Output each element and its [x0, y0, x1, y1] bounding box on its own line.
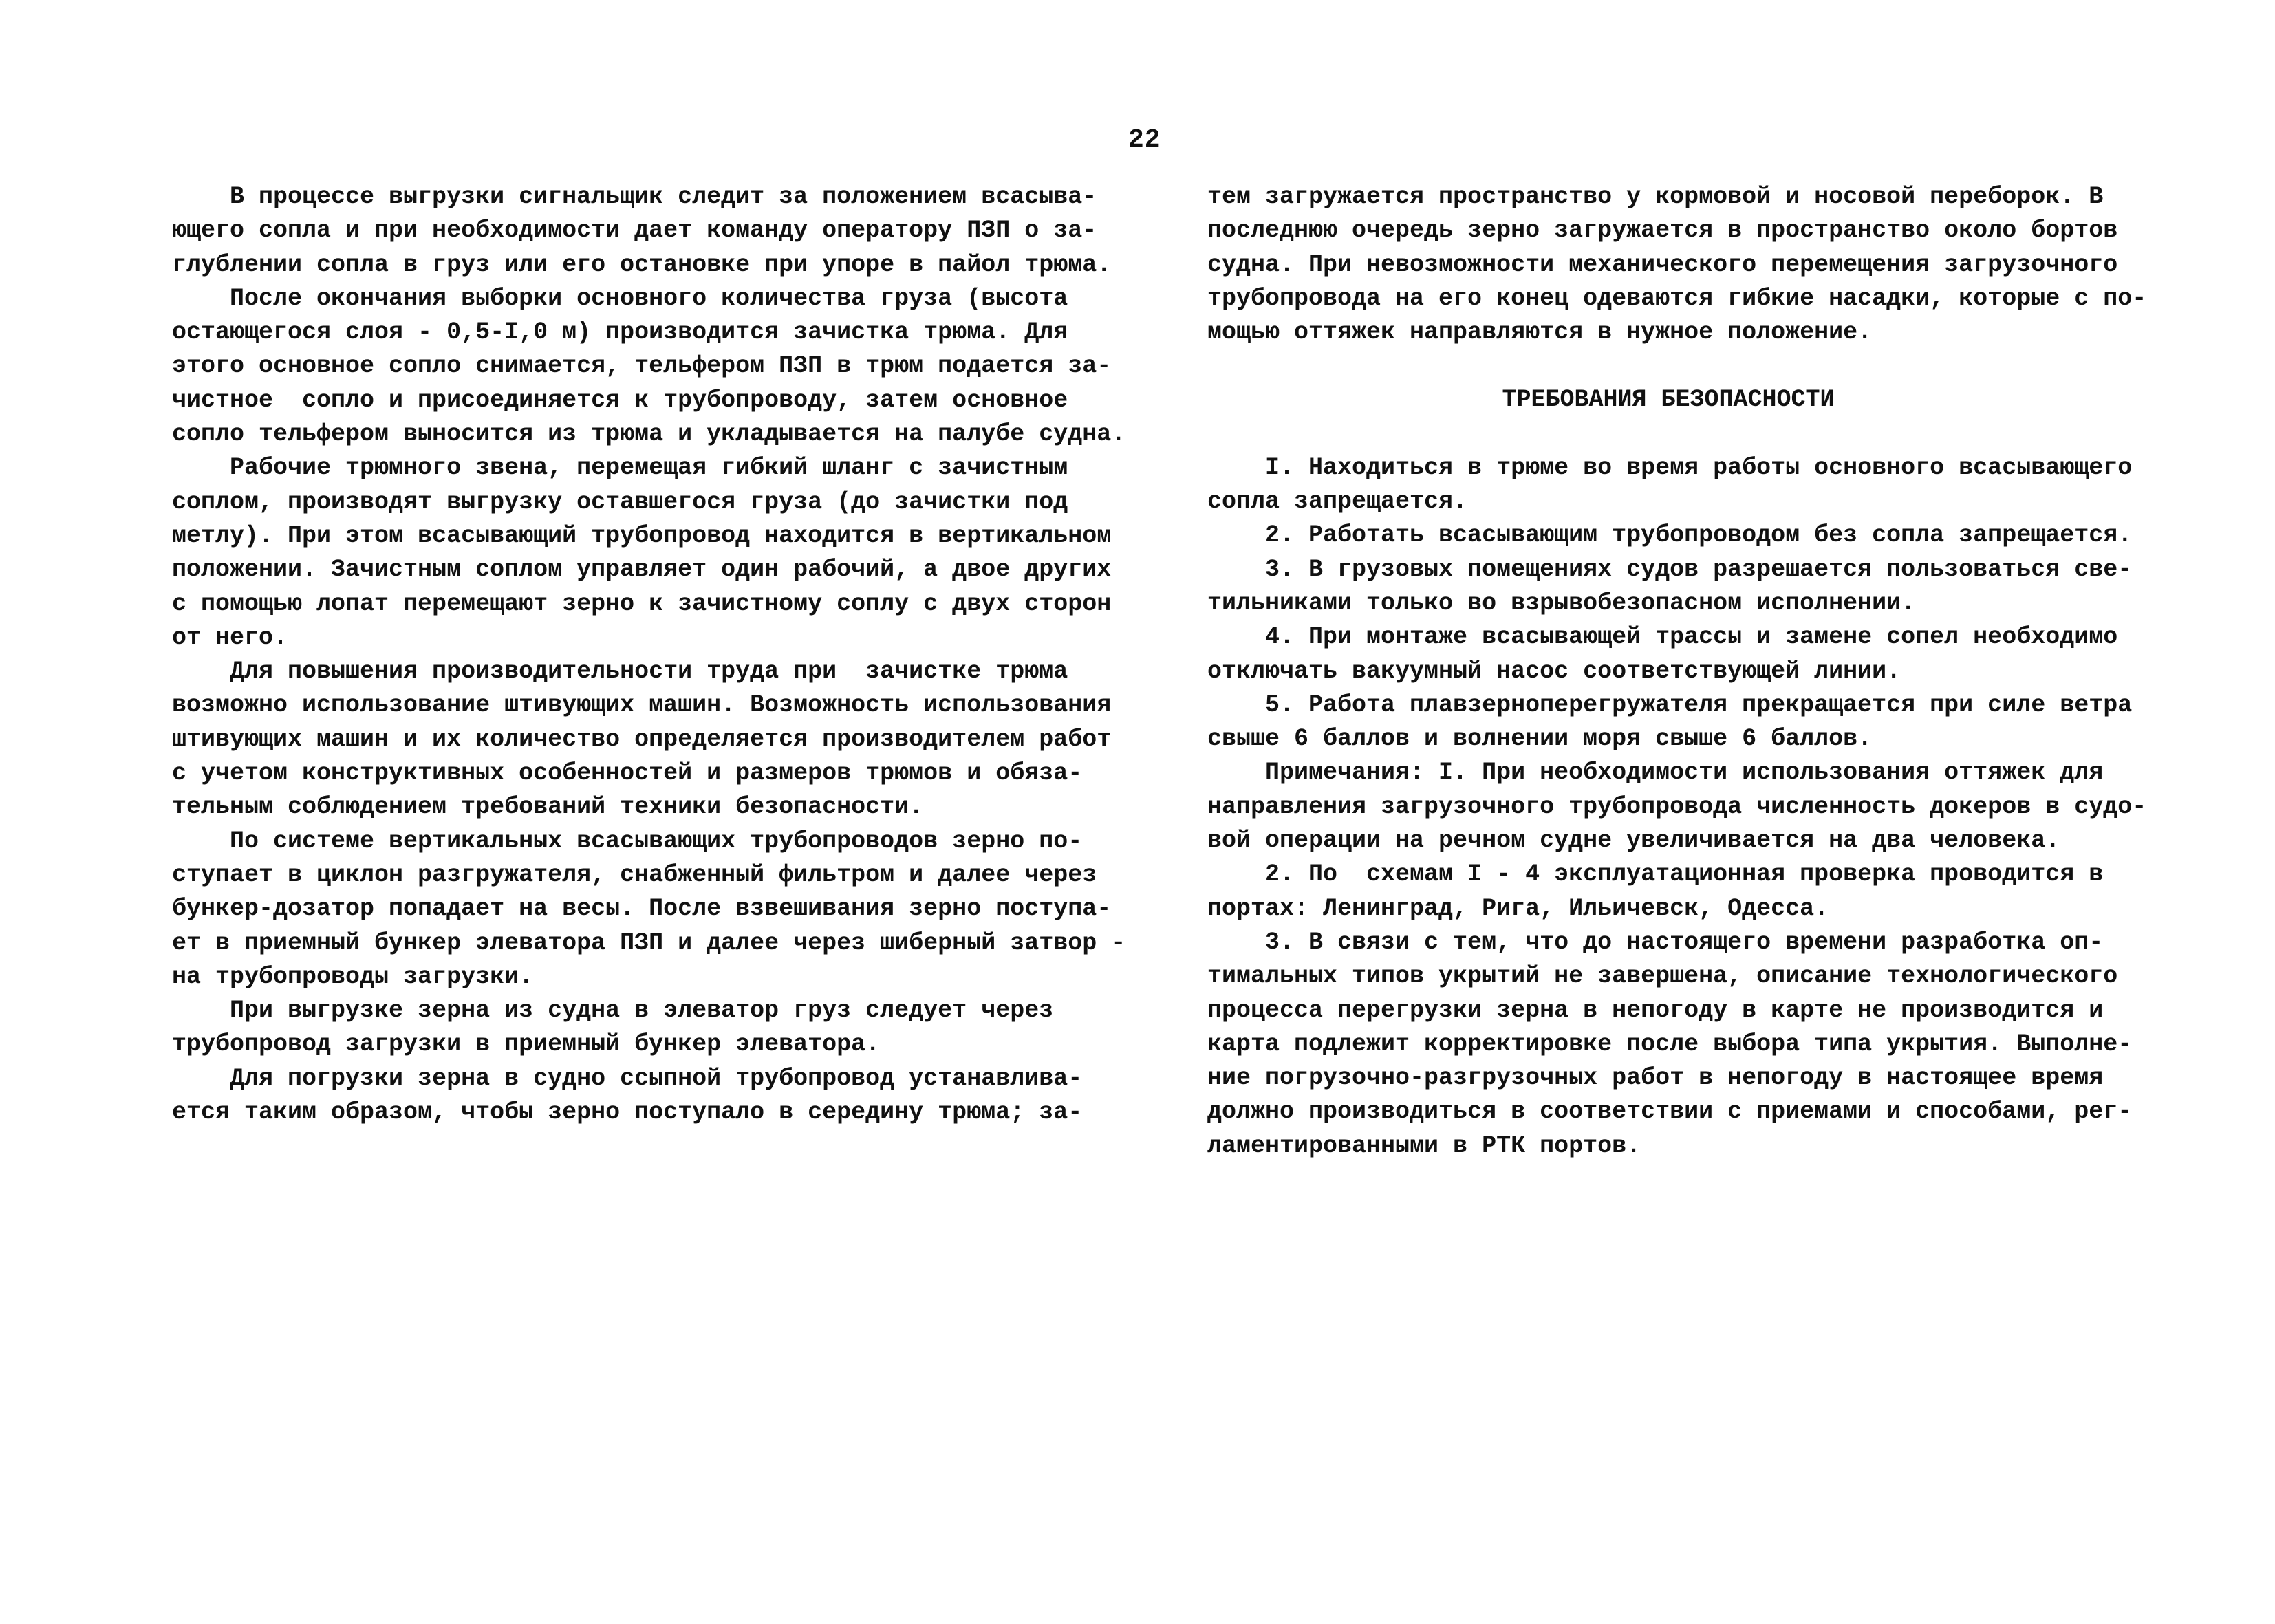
text-line: карта подлежит корректировке после выбора типа укрытия. Выполне- [1207, 1030, 2133, 1058]
text-line: направления загрузочного трубопровода численность докеров в судо- [1207, 792, 2147, 821]
text-line: бункер-дозатор попадает на весы. После взвешивания зерно поступа- [172, 895, 1112, 923]
text-line: ющего сопла и при необходимости дает команду оператору ПЗП о за- [172, 217, 1097, 245]
text-line: тельным соблюдением требований техники безопасности. [172, 793, 924, 821]
section-heading: ТРЕБОВАНИЯ БЕЗОПАСНОСТИ [1502, 386, 1835, 414]
text-line: ется таким образом, чтобы зерно поступало в середину трюма; за- [172, 1098, 1083, 1127]
text-line: По системе вертикальных всасывающих трубопроводов зерно по- [172, 827, 1083, 855]
text-line: 3. В грузовых помещениях судов разрешается пользоваться све- [1207, 555, 2133, 583]
text-line: остающегося слоя - 0,5-I,0 м) производится зачистка трюма. Для [172, 318, 1068, 347]
text-line: штивующих машин и их количество определяется производителем работ [172, 725, 1112, 753]
text-line: положении. Зачистным соплом управляет один рабочий, а двое других [172, 556, 1112, 584]
text-line: мощью оттяжек направляются в нужное положение. [1207, 318, 1873, 347]
text-line: на трубопроводы загрузки. [172, 962, 534, 990]
text-line: глублении сопла в груз или его остановке при упоре в пайол трюма. [172, 250, 1112, 279]
text-line: После окончания выборки основного количества груза (высота [172, 284, 1068, 312]
text-line: Для погрузки зерна в судно ссыпной трубопровод устанавлива- [172, 1064, 1083, 1092]
page-number: 22 [1128, 125, 1161, 155]
text-line: сопло тельфером выносится из трюма и укладывается на палубе судна. [172, 420, 1126, 448]
text-line: тимальных типов укрытий не завершена, описание технологического [1207, 962, 2118, 990]
text-line: метлу). При этом всасывающий трубопровод находится в вертикальном [172, 521, 1112, 550]
text-line: тем загружается пространство у кормовой и носовой переборок. В [1207, 183, 2104, 210]
text-line: Для повышения производительности труда при зачистке трюма [172, 658, 1068, 686]
text-line: вой операции на речном судне увеличивается на два человека. [1207, 827, 2060, 855]
text-line: отключать вакуумный насос соответствующей линии. [1207, 657, 1901, 685]
text-line: сопла запрещается. [1207, 488, 1468, 516]
text-line: 2. По схемам I - 4 эксплуатационная проверка проводится в [1207, 860, 2104, 889]
text-line: тильниками только во взрывобезопасном исполнении. [1207, 589, 1916, 617]
text-line: 2. Работать всасывающим трубопроводом без сопла запрещается. [1207, 521, 2133, 550]
text-line: 3. В связи с тем, что до настоящего времени разработка оп- [1207, 928, 2104, 956]
text-line: При выгрузке зерна из судна в элеватор груз следует через [172, 997, 1054, 1025]
text-line: с помощью лопат перемещают зерно к зачистному соплу с двух сторон [172, 589, 1112, 618]
text-line: ламентированными в РТК портов. [1207, 1132, 1641, 1160]
text-line: чистное сопло и присоединяется к трубопроводу, затем основное [172, 386, 1068, 414]
text-line: Примечания: I. При необходимости использования оттяжек для [1207, 759, 2104, 787]
text-line: ступает в циклон разгружателя, снабженный фильтром и далее через [172, 860, 1097, 889]
text-line: Рабочие трюмного звена, перемещая гибкий шланг с зачистным [172, 454, 1068, 482]
text-line: портах: Ленинград, Рига, Ильичевск, Одесса. [1207, 894, 1829, 922]
text-line: процесса перегрузки зерна в непогоду в карте не производится и [1207, 996, 2104, 1024]
text-line: соплом, производят выгрузку оставшегося груза (до зачистки под [172, 488, 1068, 516]
text-line: трубопровод загрузки в приемный бункер элеватора. [172, 1030, 881, 1059]
text-line: трубопровода на его конец одеваются гибкие насадки, которые с по- [1207, 284, 2147, 312]
right-column [1207, 180, 2147, 1163]
text-line: ет в приемный бункер элеватора ПЗП и далее через шиберный затвор - [172, 929, 1126, 957]
text-line: I. Находиться в трюме во время работы основного всасывающего [1207, 453, 2133, 481]
text-line: 5. Работа плавзерноперегружателя прекращается при силе ветра [1207, 691, 2133, 719]
text-line: судна. При невозможности механического перемещения загрузочного [1207, 250, 2118, 279]
text-line: 4. При монтаже всасывающей трассы и замене сопел необходимо [1207, 623, 2118, 651]
text-line: должно производиться в соответствии с приемами и способами, рег- [1207, 1098, 2133, 1126]
text-line: этого основное сопло снимается, тельфером ПЗП в трюм подается за- [172, 352, 1112, 380]
text-line: с учетом конструктивных особенностей и размеров трюмов и обяза- [172, 759, 1083, 788]
text-line: ние погрузочно-разгрузочных работ в непогоду в настоящее время [1207, 1064, 2104, 1092]
text-line: В процессе выгрузки сигнальщик следит за положением всасыва- [172, 183, 1097, 210]
text-line: свыше 6 баллов и волнении моря свыше 6 баллов. [1207, 725, 1873, 753]
text-line: последнюю очередь зерно загружается в пространство около бортов [1207, 217, 2118, 245]
left-column [172, 180, 1126, 1129]
text-line: от него. [172, 623, 288, 651]
text-line: возможно использование штивующих машин. Возможность использования [172, 691, 1112, 719]
